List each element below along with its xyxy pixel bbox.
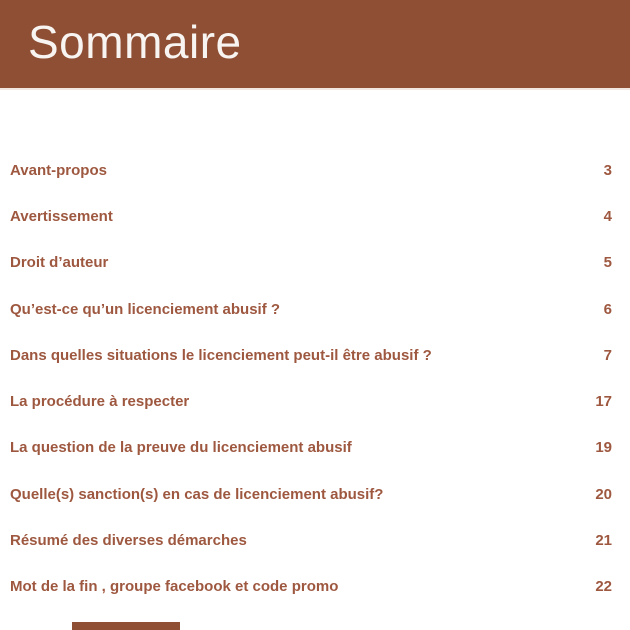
toc-entry-label: La question de la preuve du licenciement abusif xyxy=(10,439,352,457)
toc-entry-page-number: 6 xyxy=(603,300,612,318)
toc-entry[interactable] xyxy=(10,147,612,193)
toc-entry-page-number: 19 xyxy=(595,439,612,457)
toc-entry-page-number: 3 xyxy=(603,161,612,179)
toc-entry-page-number: 22 xyxy=(595,578,612,596)
toc-entry-label: Avant-propos xyxy=(10,161,107,179)
toc-entry-label: Qu’est-ce qu’un licenciement abusif ? xyxy=(10,300,281,318)
toc-entry[interactable] xyxy=(10,193,612,239)
toc-entry[interactable] xyxy=(10,240,612,286)
next-page-header-sliver xyxy=(72,622,180,630)
toc-entry[interactable] xyxy=(10,517,612,563)
toc-entry-label: Droit d’auteur xyxy=(10,254,109,272)
toc-entry-label: Dans quelles situations le licenciement peut-il être abusif ? xyxy=(10,346,432,364)
toc-entry[interactable] xyxy=(10,425,612,471)
toc-entry[interactable] xyxy=(10,286,612,332)
toc-entry-page-number: 7 xyxy=(603,346,612,364)
toc-entry-label: Avertissement xyxy=(10,207,113,225)
toc-entry-label: Mot de la fin , groupe facebook et code promo xyxy=(10,578,339,596)
page-title: Sommaire xyxy=(28,16,242,68)
toc-entry-page-number: 17 xyxy=(595,393,612,411)
section-header-bar xyxy=(0,0,630,90)
toc-entry-page-number: 4 xyxy=(603,207,612,225)
toc-entry-page-number: 5 xyxy=(603,254,612,272)
toc-entry[interactable] xyxy=(10,332,612,378)
table-of-contents xyxy=(10,147,612,610)
toc-entry[interactable] xyxy=(10,378,612,424)
toc-entry-page-number: 21 xyxy=(595,532,612,550)
toc-entry[interactable] xyxy=(10,564,612,610)
toc-entry-label: Quelle(s) sanction(s) en cas de licenciement abusif? xyxy=(10,485,384,503)
toc-entry-label: La procédure à respecter xyxy=(10,393,190,411)
toc-entry[interactable] xyxy=(10,471,612,517)
toc-entry-page-number: 20 xyxy=(595,485,612,503)
toc-entry-label: Résumé des diverses démarches xyxy=(10,532,247,550)
